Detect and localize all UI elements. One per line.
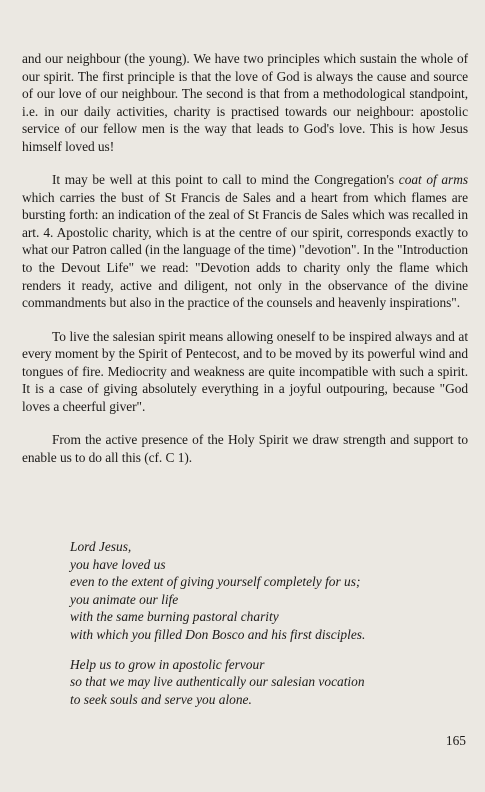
prayer (70, 538, 470, 720)
prayer-stanza-1 (70, 538, 470, 644)
prayer-line: you have loved us (70, 556, 166, 572)
paragraph-1: and our neighbour (the young). We have two principles which sustain the whole of our spirit. The first principle is that the love of God is always the cause and source of our love of our neighbour. The second is that from a methodological standpoint, i.e. in our daily activities, charity is practised towards our neighbour: apostolic service of our fellow men is the way that leads to God's love. This is how Jesus himself loved us! (22, 51, 468, 154)
prayer-line: Lord Jesus, (70, 539, 132, 554)
paragraph-2-intro: It may be well at this point to call to mind the Congregation's (52, 172, 395, 188)
prayer-stanza-2 (70, 656, 470, 709)
prayer-line: Help us to grow in apostolic fervour (70, 656, 265, 672)
paragraph-4: From the active presence of the Holy Spirit we draw strength and support to enable us to do all this (cf. C 1). (22, 432, 468, 465)
paragraph-2-rest: which carries the bust of St Francis de Sales and a heart from which flames are bursting forth: an indication of the zeal of St Francis de Sales which was recalled in art. 4. Apostolic charity, which is at the centre of our spirit, corresponds exactly to what our Patron called (in the language of the time) "devotion". In the "Introduction to the Devout Life" we read: "Devotion adds to charity only the flame which renders it ready, active and diligent, not only in the observance of the divine commandments but also in the practice of the counsels and heavenly inspirations". (22, 189, 468, 311)
prayer-line: with the same burning pastoral charity (70, 609, 279, 625)
body-text (22, 50, 468, 482)
prayer-line: to seek souls and serve you alone. (70, 691, 252, 707)
prayer-line: even to the extent of giving yourself completely for us; (70, 574, 361, 590)
prayer-line: you animate our life (70, 591, 179, 607)
paragraph-2 (22, 171, 468, 311)
prayer-line: with which you filled Don Bosco and his first disciples. (70, 626, 366, 642)
coat-of-arms-phrase: coat of arms (398, 172, 468, 188)
prayer-line: so that we may live authentically our salesian vocation (70, 674, 365, 690)
page-number: 165 (445, 733, 466, 748)
paragraph-3: To live the salesian spirit means allowing oneself to be inspired always and at every moment by the Spirit of Pentecost, and to be moved by its powerful wind and tongues of fire. Mediocrity and weakness are quite incompatible with such a spirit. It is a case of giving absolutely everything in a joyful outpouring, because "God loves a cheerful giver". (22, 328, 468, 414)
